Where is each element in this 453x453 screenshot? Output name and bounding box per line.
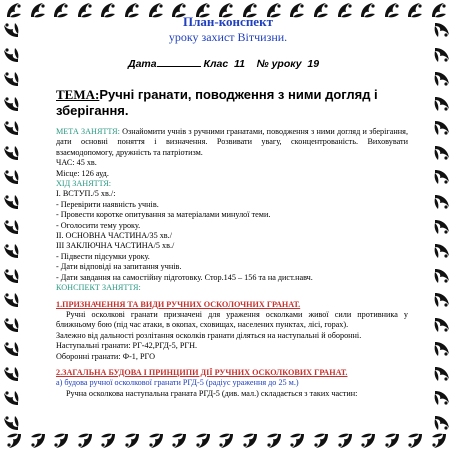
border-ornament-icon: [28, 0, 48, 20]
border-ornament-icon: [28, 431, 48, 451]
border-ornament-icon: [432, 241, 452, 261]
border-ornament-icon: [432, 339, 452, 359]
date-label: Дата: [128, 58, 157, 70]
section1-paragraph: Ручні осколкові гранати призначені для ураження осколками живої сили противника у ближньому бою (під час атаки, в окопах, сховищах, населених пунктах, лісі, горах).: [56, 309, 408, 330]
border-bottom: [0, 431, 453, 453]
border-ornament-icon: [1, 94, 21, 114]
border-ornament-icon: [432, 315, 452, 335]
meta-line: [128, 57, 408, 71]
intro-line: І. ВСТУП./5 хв./:: [56, 189, 116, 199]
intro-item: - Провести коротке опитування за матеріалами минулої теми.: [56, 210, 271, 220]
border-ornament-icon: [432, 266, 452, 286]
date-blank: [157, 57, 201, 67]
section2-title: 2.ЗАГАЛЬНА БУДОВА І ПРИНЦИПИ ДІЇ РУЧНИХ ОСКОЛКОВИХ ГРАНАТ.: [56, 367, 348, 377]
border-ornament-icon: [75, 431, 95, 451]
section1-paragraph: Оборонні гранати: Ф-1, РГО: [56, 351, 155, 361]
place-line: Місце: 126 ауд.: [56, 168, 109, 178]
border-ornament-icon: [98, 431, 118, 451]
border-ornament-icon: [1, 167, 21, 187]
border-ornament-icon: [1, 413, 21, 433]
border-ornament-icon: [169, 431, 189, 451]
border-ornament-icon: [193, 431, 213, 451]
border-ornament-icon: [432, 413, 452, 433]
border-ornament-icon: [264, 431, 284, 451]
border-ornament-icon: [1, 364, 21, 384]
border-ornament-icon: [287, 431, 307, 451]
border-ornament-icon: [432, 118, 452, 138]
section1-paragraph: Наступальні гранати: РГ-42,РГД-5, РГН.: [56, 341, 198, 351]
theme-label: ТЕМА:: [56, 87, 100, 102]
border-ornament-icon: [429, 0, 449, 20]
border-ornament-icon: [358, 431, 378, 451]
border-ornament-icon: [432, 388, 452, 408]
border-ornament-icon: [240, 431, 260, 451]
border-ornament-icon: [4, 431, 24, 451]
border-ornament-icon: [1, 315, 21, 335]
final-item: - Дати відповіді на запитання учнів.: [56, 262, 182, 272]
border-ornament-icon: [4, 0, 24, 20]
border-ornament-icon: [1, 69, 21, 89]
border-ornament-icon: [432, 364, 452, 384]
border-ornament-icon: [1, 266, 21, 286]
course-label: ХІД ЗАНЯТТЯ:: [56, 179, 112, 189]
border-ornament-icon: [405, 431, 425, 451]
border-ornament-icon: [1, 339, 21, 359]
border-left: [0, 20, 22, 433]
border-ornament-icon: [335, 431, 355, 451]
goal-label: МЕТА ЗАНЯТТЯ:: [56, 127, 120, 136]
border-ornament-icon: [432, 143, 452, 163]
intro-item: - Перевірити наявність учнів.: [56, 199, 159, 209]
intro-item: - Оголосити тему уроку.: [56, 220, 141, 230]
border-ornament-icon: [1, 20, 21, 40]
border-ornament-icon: [51, 431, 71, 451]
border-ornament-icon: [146, 431, 166, 451]
border-ornament-icon: [1, 143, 21, 163]
goal-text: Ознайомити учнів з ручними гранатами, поводження з ними догляд и зберігання, дати основні поняття і визначення. Розвивати увагу, сконцентрованість. Виховувати взаємодопомогу, дружність та патріотизм.: [56, 127, 408, 157]
border-ornament-icon: [122, 431, 142, 451]
section1-paragraph: Залежно від дальності розлітання осколків гранати діляться на наступальні й оборонні.: [56, 330, 362, 340]
section1-title: 1.ПРИЗНАЧЕННЯ ТА ВИДИ РУЧНИХ ОСКОЛОЧНИХ ГРАНАТ.: [56, 299, 301, 309]
goal-paragraph: [56, 127, 408, 158]
border-ornament-icon: [382, 431, 402, 451]
border-ornament-icon: [432, 290, 452, 310]
main-line: ІІ. ОСНОВНА ЧАСТИНА/35 хв./: [56, 231, 172, 241]
border-ornament-icon: [432, 69, 452, 89]
final-item: - Дати завдання на самостійну підготовку. Стор.145 – 156 та на дист.навч.: [56, 272, 313, 282]
theme-heading: [48, 87, 408, 119]
border-ornament-icon: [1, 217, 21, 237]
border-ornament-icon: [432, 20, 452, 40]
border-ornament-icon: [216, 431, 236, 451]
final-item: - Підвести підсумки уроку.: [56, 251, 150, 261]
border-ornament-icon: [1, 290, 21, 310]
border-ornament-icon: [1, 45, 21, 65]
border-ornament-icon: [1, 118, 21, 138]
border-ornament-icon: [432, 45, 452, 65]
border-ornament-icon: [1, 241, 21, 261]
final-line: ІІІ ЗАКЛЮЧНА ЧАСТИНА/5 хв./: [56, 241, 175, 251]
theme-text: Ручні гранати, поводження з ними догляд і зберігання.: [56, 87, 378, 118]
border-ornament-icon: [429, 431, 449, 451]
border-ornament-icon: [432, 192, 452, 212]
lesson-label: № уроку: [256, 58, 302, 70]
border-ornament-icon: [1, 388, 21, 408]
border-ornament-icon: [432, 217, 452, 237]
summary-label: КОНСПЕКТ ЗАНЯТТЯ:: [56, 283, 141, 293]
document-content: [48, 14, 408, 399]
section2-paragraph: Ручна осколкова наступальна граната РГД-5 (див. мал.) складається з таких частин:: [66, 388, 358, 398]
document-body: [48, 127, 408, 399]
border-right: [431, 20, 453, 433]
doc-title: План-конспект: [183, 14, 273, 29]
class-label: Клас: [203, 58, 229, 70]
border-ornament-icon: [432, 94, 452, 114]
border-ornament-icon: [405, 0, 425, 20]
lesson-value: 19: [307, 58, 320, 70]
time-line: ЧАС: 45 хв.: [56, 158, 97, 168]
border-ornament-icon: [311, 431, 331, 451]
doc-subtitle: уроку захист Вітчизни.: [168, 30, 288, 44]
section2-subtitle: а) будова ручної осколкової гранати РГД-5 (радіус ураження до 25 м.): [56, 378, 299, 388]
border-ornament-icon: [432, 167, 452, 187]
border-ornament-icon: [1, 192, 21, 212]
class-value: 11: [234, 58, 245, 70]
